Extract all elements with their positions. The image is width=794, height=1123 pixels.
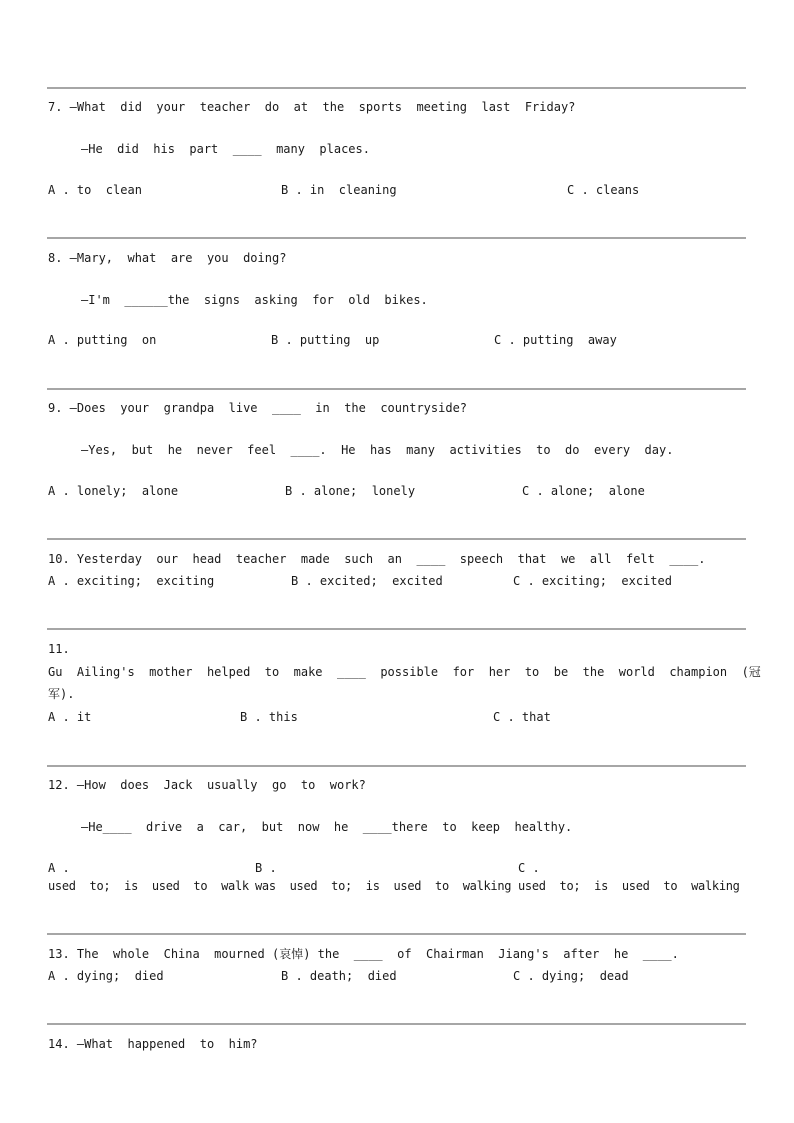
divider	[47, 538, 746, 540]
question-text: 7. —What did your teacher do at the sports meeting last Friday?	[48, 100, 576, 114]
divider	[47, 237, 746, 239]
question-number: 11.	[48, 642, 70, 656]
divider	[47, 87, 746, 89]
question-text-line2: 军).	[48, 687, 75, 701]
option-b[interactable]: B . putting up	[271, 333, 380, 347]
question-text: 12. —How does Jack usually go to work?	[48, 778, 366, 792]
divider	[47, 1023, 746, 1025]
question-text: 14. —What happened to him?	[48, 1037, 258, 1051]
option-c[interactable]: C . putting away	[494, 333, 617, 347]
option-b[interactable]: B . in cleaning	[281, 183, 397, 197]
option-a[interactable]: A . dying; died	[48, 969, 164, 983]
option-c[interactable]: C . cleans	[567, 183, 640, 197]
option-c-letter[interactable]: C .	[518, 861, 540, 875]
divider	[47, 765, 746, 767]
option-c[interactable]: C . dying; dead	[513, 969, 629, 983]
question-text: 9. —Does your grandpa live ____ in the countryside?	[48, 401, 468, 415]
option-b[interactable]: B . this	[240, 710, 298, 724]
dialogue-response: —I'm ______the signs asking for old bikes.	[81, 293, 428, 307]
divider	[47, 388, 746, 390]
dialogue-response: —He____ drive a car, but now he ____there to keep healthy.	[81, 820, 573, 834]
dialogue-response: —Yes, but he never feel ____. He has many activities to do every day.	[81, 443, 674, 457]
option-c[interactable]: C . alone; alone	[522, 484, 645, 498]
option-a[interactable]: A . exciting; exciting	[48, 574, 215, 588]
dialogue-response: —He did his part ____ many places.	[81, 142, 370, 156]
divider	[47, 628, 746, 630]
option-a-text[interactable]: used to; is used to walk	[48, 879, 249, 893]
option-b[interactable]: B . excited; excited	[291, 574, 443, 588]
option-b-letter[interactable]: B .	[255, 861, 277, 875]
question-text: 8. —Mary, what are you doing?	[48, 251, 287, 265]
option-c-text[interactable]: used to; is used to walking	[518, 879, 740, 893]
question-text-line1: Gu Ailing's mother helped to make ____ possible for her to be the world champion (冠	[48, 665, 761, 679]
question-text: 10. Yesterday our head teacher made such an ____ speech that we all felt ____.	[48, 552, 706, 566]
option-a-letter[interactable]: A .	[48, 861, 70, 875]
option-b[interactable]: B . alone; lonely	[285, 484, 416, 498]
option-a[interactable]: A . lonely; alone	[48, 484, 179, 498]
option-a[interactable]: A . it	[48, 710, 92, 724]
option-a[interactable]: A . to clean	[48, 183, 142, 197]
option-c[interactable]: C . exciting; excited	[513, 574, 672, 588]
divider	[47, 933, 746, 935]
option-b-text[interactable]: was used to; is used to walking	[255, 879, 512, 893]
option-b[interactable]: B . death; died	[281, 969, 397, 983]
option-a[interactable]: A . putting on	[48, 333, 157, 347]
question-text: 13. The whole China mourned (哀悼) the ____ of Chairman Jiang's after he ____.	[48, 947, 679, 961]
option-c[interactable]: C . that	[493, 710, 551, 724]
